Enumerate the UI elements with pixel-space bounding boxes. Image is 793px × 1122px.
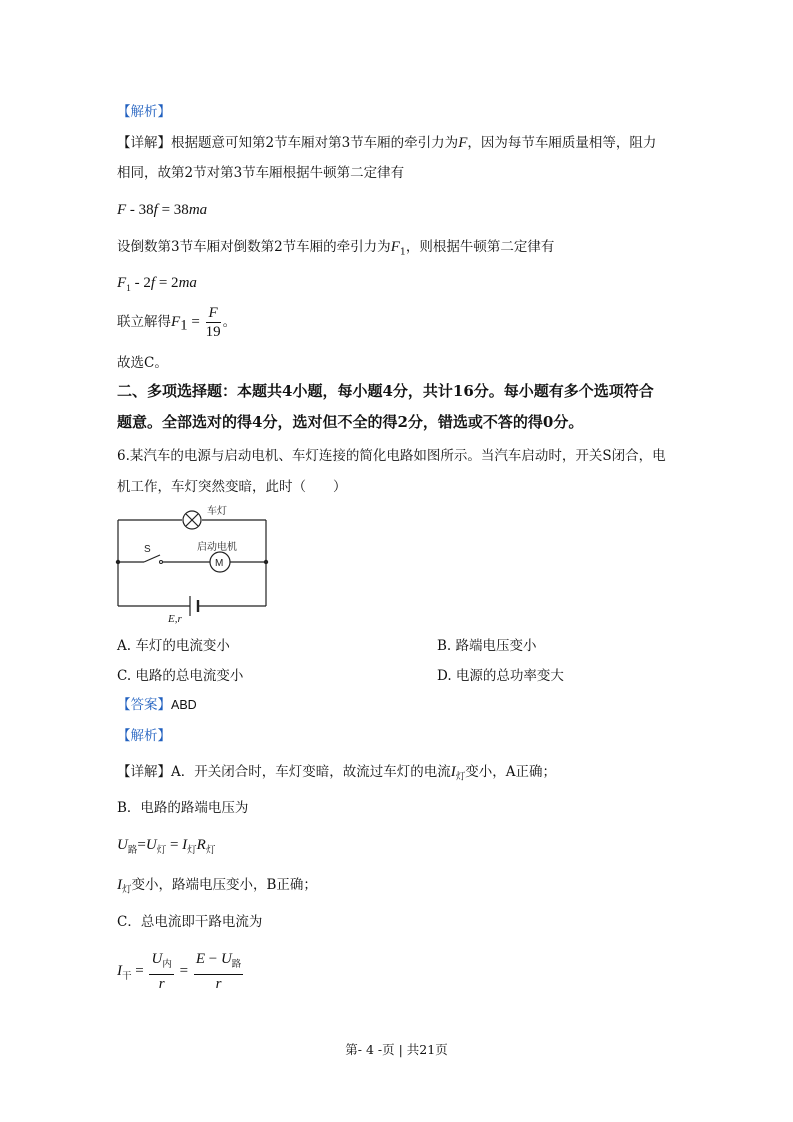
answer-line <box>117 695 197 715</box>
motor-label: 启动电机 <box>197 542 237 553</box>
source-label: E,r <box>168 613 182 625</box>
motor-symbol: M <box>215 558 224 569</box>
equation-2: $F_1 - 2f = 2ma$ <box>117 275 197 294</box>
answer-tag: 【答案】 <box>117 697 171 713</box>
option-D: D. 电源的总功率变大 <box>437 668 564 684</box>
detail-tag: 【详解】 <box>117 135 171 151</box>
lamp-label: 车灯 <box>207 506 227 517</box>
option-B: B. 路端电压变小 <box>437 638 537 654</box>
equation-1: F - 38f = 38ma <box>117 202 208 218</box>
solve-line: 联立解得$F_1$ = $\frac{F}{19}$ 。 <box>117 305 237 340</box>
fraction-F-over-19: $\frac{F}{19}$ <box>205 305 221 340</box>
analysis-label-2: 【解析】 <box>117 728 171 744</box>
line-C: C．总电流即干路电流为 <box>117 914 263 930</box>
section-heading-line-2: 题意。全部选对的得4分，选对但不全的得2分，错选或不答的得0分。 <box>117 413 584 431</box>
choose-line: 故选C。 <box>117 355 168 371</box>
question-6-line-2: 机工作，车灯突然变暗，此时（ ） <box>117 479 347 495</box>
switch-label: S <box>144 544 151 555</box>
line-B-2: $I_灯$变小，路端电压变小，B正确； <box>117 877 317 896</box>
switch-icon <box>144 555 160 562</box>
option-A: A. 车灯的电流变小 <box>117 638 230 654</box>
circuit-diagram <box>110 500 280 630</box>
page-footer: 第- 4 -页 | 共21页 <box>345 1042 448 1057</box>
analysis-label: 【解析】 <box>117 104 171 120</box>
detail-line-1: 【详解】根据题意可知第2节车厢对第3节车厢的牵引力为F，因为每节车厢质量相等，阻力 <box>117 135 657 151</box>
detail-line-2: 相同，故第2节对第3节车厢根据牛顿第二定律有 <box>117 165 405 181</box>
equation-3: $U_路=U_灯 = I_灯R_灯$ <box>117 837 216 856</box>
answer-value: ABD <box>171 698 197 712</box>
equation-4: $I_干$ = $\frac{U_内}{r}$ = $\frac{E - U_路}{r}$ <box>117 951 242 992</box>
line-B: B．电路的路端电压为 <box>117 800 249 816</box>
option-C: C. 电路的总电流变小 <box>117 668 244 684</box>
sentence-2: 设倒数第3节车厢对倒数第2节车厢的牵引力为$F_1$，则根据牛顿第二定律有 <box>117 239 555 258</box>
detail-2-line: 【详解】A．开关闭合时，车灯变暗，故流过车灯的电流$I_灯$变小，A正确； <box>117 764 557 783</box>
section-heading-line-1: 二、多项选择题：本题共4小题，每小题4分，共计16分。每小题有多个选项符合 <box>117 382 654 400</box>
question-6-line-1: 6.某汽车的电源与启动电机、车灯连接的简化电路如图所示。当汽车启动时，开关S闭合，电 <box>117 448 666 464</box>
